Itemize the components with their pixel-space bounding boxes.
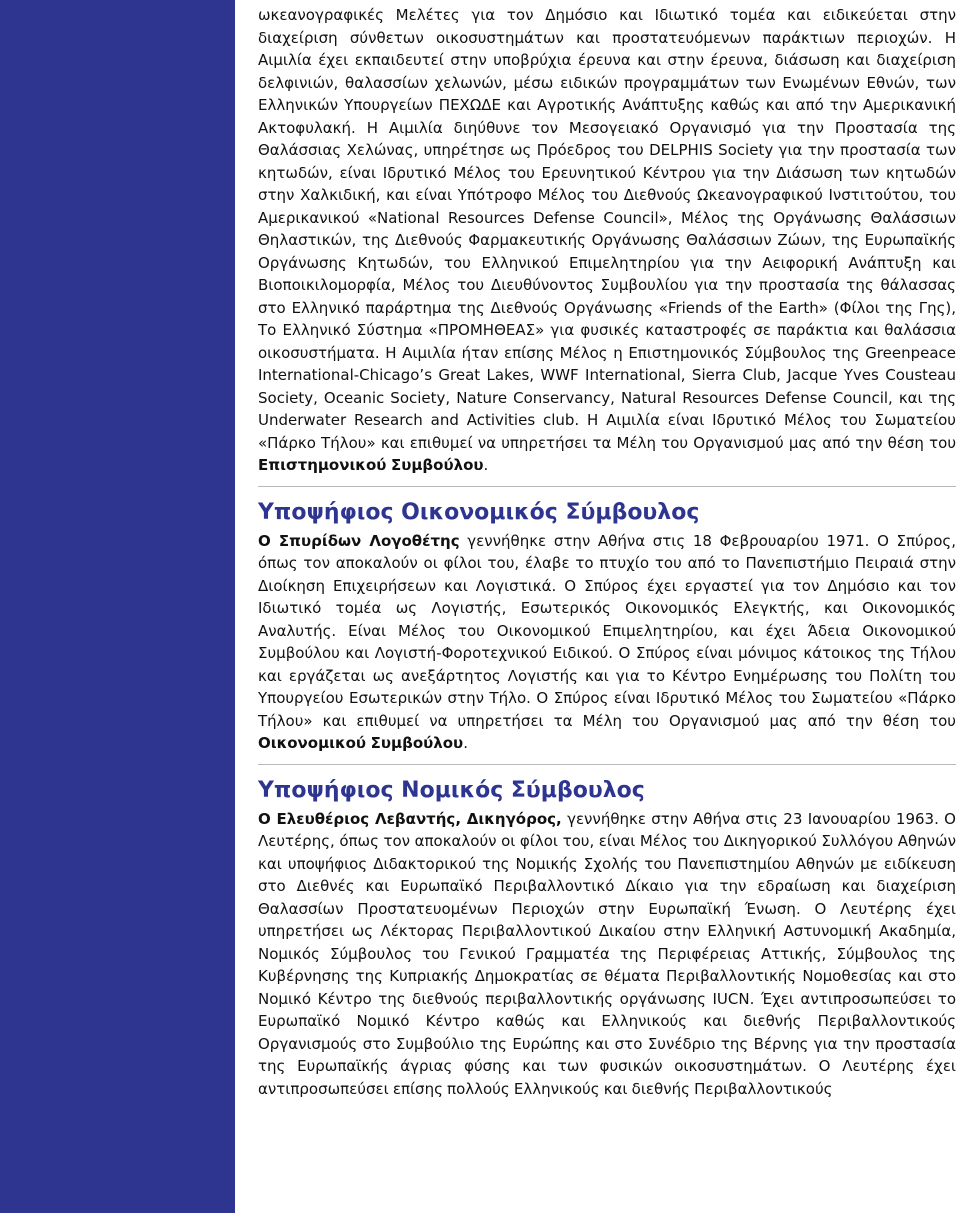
section-divider — [258, 764, 956, 765]
intro-paragraph — [258, 4, 956, 477]
legal-paragraph — [258, 808, 956, 1101]
document-body — [258, 4, 956, 1100]
financial-end: . — [463, 734, 468, 752]
legal-candidate-name: Ο Ελευθέριος Λεβαντής, Δικηγόρος, — [258, 809, 562, 828]
intro-text: ωκεανογραφικές Μελέτες για τον Δημόσιο και Ιδιωτικό τομέα και ειδικεύεται στην διαχείριση σύνθετων οικοσυστημάτων και προστατευόμενων παράκτιων περιοχών. Η Αιμιλία έχει εκπαιδευτεί στην υποβρύχια έρευνα και στην έρευνα, διάσωση και διαχείριση δελφινιών, θαλασσίων χελωνών, μέσω ειδικών προγραμμάτων των Ενωμένων Εθνών, των Ελληνικών Υπουργείων ΠΕΧΩΔΕ και Αγροτικής Ανάπτυξης καθώς και από την Αμερικανική Ακτοφυλακή. Η Αιμιλία διηύθυνε τον Μεσογειακό Οργανισμό για την Προστασία της Θαλάσσιας Χελώνας, υπηρέτησε ως Πρόεδρος του DELPHIS Society για την προστασία των κητωδών, είναι Ιδρυτικό Μέλος του Ερευνητικού Κέντρου για την Διάσωση των κητωδών στην Χαλκιδική, και είναι Υπότροφο Μέλος του Διεθνούς Ωκεανογραφικού Ινστιτούτου, του Αμερικανικού «National Resources Defense Council», Μέλος της Οργάνωσης Θαλάσσιων Θηλαστικών, της Διεθνούς Φαρμακευτικής Οργάνωσης Θαλάσσιων Ζώων, της Ευρωπαϊκής Οργάνωσης Κητωδών, του Ελληνικού Επιμελητηρίου για την Αειφορική Ανάπτυξη και Βιοποικιλομορφία, Μέλος του Διευθύνοντος Συμβουλίου για την προστασία της θάλασσας στο Ελληνικό παράρτημα της Διεθνούς Οργάνωσης «Friends of the Earth» (Φίλοι της Γης), Το Ελληνικό Σύστημα «ΠΡΟΜΗΘΕΑΣ» για φυσικές καταστροφές σε παράκτια και θαλάσσια οικοσυστήματα. Η Αιμιλία ήταν επίσης Μέλος η Επιστημονικός Σύμβουλος της Greenpeace International-Chicago’s Great Lakes, WWF International, Sierra Club, Jacque Yves Cousteau Society, Oceanic Society, Nature Conservancy, Natural Resources Defense Council, και της Underwater Research and Activities club. Η Αιμιλία είναι Ιδρυτικό Μέλος του Σωματείου «Πάρκο Τήλου» και επιθυμεί να υπηρετήσει τα Μέλη του Οργανισμού μας από την θέση του — [258, 6, 956, 452]
financial-candidate-name: Ο Σπυρίδων Λογοθέτης — [258, 531, 460, 550]
intro-bold-role: Επιστημονικού Συμβούλου — [258, 456, 484, 474]
section-financial-advisor — [258, 498, 956, 755]
financial-text: γεννήθηκε στην Αθήνα στις 18 Φεβρουαρίου 1971. Ο Σπύρος, όπως τον αποκαλούν οι φίλοι του, έλαβε το πτυχίο του από το Πανεπιστήμιο Πειραιά στην Διοίκηση Επιχειρήσεων και Λογιστικά. Ο Σπύρος έχει εργαστεί για τον Δημόσιο και τον Ιδιωτικό τομέα ως Λογιστής, Εσωτερικός Οικονομικός Ελεγκτής, και Οικονομικός Αναλυτής. Είναι Μέλος του Οικονομικού Επιμελητηρίου, και έχει Άδεια Οικονομικού Συμβούλου και Λογιστή-Φοροτεχνικού Ειδικού. Ο Σπύρος είναι μόνιμος κάτοικος της Τήλου και εργάζεται ως ανεξάρτητος Λογιστής και για το Κέντρο Ενημέρωσης του Πολίτη του Υπουργείου Εσωτερικών στην Τήλο. Ο Σπύρος είναι Ιδρυτικό Μέλος του Σωματείου «Πάρκο Τήλου» και επιθυμεί να υπηρετήσει τα Μέλη του Οργανισμού μας από την θέση του — [258, 531, 956, 730]
legal-text: γεννήθηκε στην Αθήνα στις 23 Ιανουαρίου 1963. Ο Λευτέρης, όπως τον αποκαλούν οι φίλοι του, είναι Μέλος του Δικηγορικού Συλλόγου Αθηνών και υποψήφιος Διδακτορικού της Νομικής Σχολής του Πανεπιστημίου Αθηνών με ειδίκευση στο Διεθνές και Ευρωπαϊκό Περιβαλλοντικό Δίκαιο για την εδραίωση και διαχείριση Θαλασσίων Προστατευομένων Περιοχών στην Ευρωπαϊκή Ένωση. Ο Λευτέρης έχει υπηρετήσει ως Λέκτορας Περιβαλλοντικού Δικαίου στην Ελληνική Αστυνομική Ακαδημία, Νομικός Σύμβουλος του Γενικού Γραμματέα της Περιφέρειας Αττικής, Σύμβουλος της Κυβέρνησης της Κυπριακής Δημοκρατίας σε θέματα Περιβαλλοντικής Νομοθεσίας και στο Νομικό Κέντρο της διεθνούς περιβαλλοντικής οργάνωσης IUCN. Έχει αντιπροσωπεύσει το Ευρωπαϊκό Νομικό Κέντρο καθώς και Ελληνικούς και διεθνής Περιβαλλοντικούς Οργανισμούς στο Συμβούλιο της Ευρώπης και στο Συνέδριο της Βέρνης για την προστασία της Ευρωπαϊκής άγριας φύσης και των φυσικών οικοσυστημάτων. Ο Λευτέρης έχει αντιπροσωπεύσει επίσης πολλούς Ελληνικούς και διεθνής Περιβαλλοντικούς — [258, 809, 956, 1098]
section-title-financial: Υποψήφιος Οικονομικός Σύμβουλος — [258, 499, 700, 525]
section-divider — [258, 486, 956, 487]
intro-end: . — [483, 456, 489, 474]
left-sidebar-band — [0, 0, 235, 1213]
section-legal-advisor — [258, 776, 956, 1101]
financial-bold-role: Οικονομικού Συμβούλου — [258, 734, 464, 752]
financial-paragraph — [258, 530, 956, 755]
section-title-legal: Υποψήφιος Νομικός Σύμβουλος — [258, 777, 645, 803]
